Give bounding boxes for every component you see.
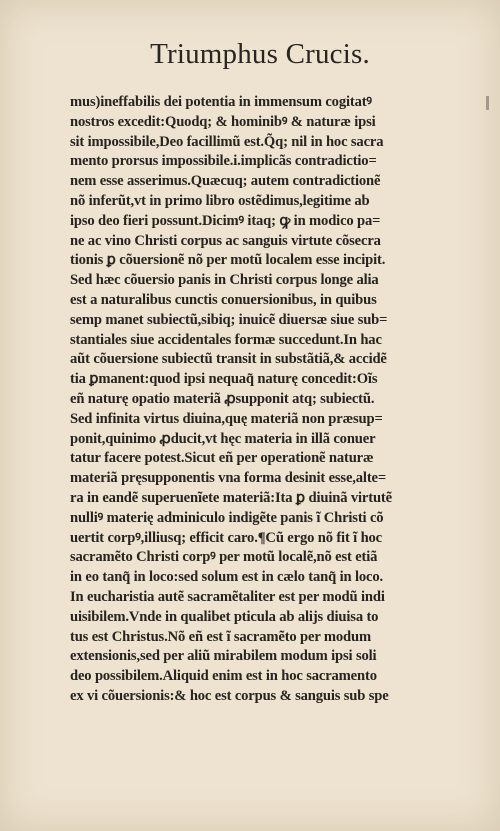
text-line: uertit corpꝰ,illiusq; efficit caro.¶Cũ ergo nõ fit ĩ hoc — [70, 529, 383, 546]
text-line: nem esse asserimus.Quæcuq; autem contradictionẽ — [70, 173, 381, 190]
text-line: tia ꝑmanent:quod ipsi nequaq̃ naturę concedit:Oĩs — [70, 371, 378, 388]
body-text — [70, 93, 485, 707]
text-line: sit impossibile,Deo facillimũ est.Q̃q; nil in hoc sacra — [70, 133, 384, 150]
text-line: extensionis,sed per aliũ mirabilem modum ipsi soli — [70, 648, 377, 665]
text-line: in eo tanq̃ in loco:sed solum est in cælo tanq̃ in loco. — [70, 569, 383, 586]
text-line: Sed infinita virtus diuina,quę materiã non præsup= — [70, 410, 383, 427]
text-line: ra in eandẽ superuenĩete materiã:Ita ꝑ diuinã virtutẽ — [70, 489, 392, 506]
text-line: uisibilem.Vnde in qualibet pticula ab alijs diuisa to — [70, 608, 379, 625]
text-line: tus est Christus.Nõ eñ est ĩ sacramẽto per modum — [70, 628, 372, 645]
text-line: nostros excedit:Quodq; & hominibꝰ & naturæ ipsi — [70, 113, 376, 130]
text-line: ponit,quinimo ꝓducit,vt hęc materia in illã conuer — [70, 430, 376, 447]
page-title — [0, 38, 500, 71]
text-line: semp manet subiectũ,sibiq; inuicẽ diuersæ siue sub= — [70, 311, 388, 328]
text-line: sacramẽto Christi corpꝰ per motũ localẽ,nõ est etiã — [70, 549, 378, 566]
text-line: tionis ꝑ cõuersionẽ nõ per motũ localem esse incipit. — [70, 252, 386, 269]
text-line: Sed hæc cõuersio panis in Christi corpus longe alia — [70, 272, 379, 289]
text-line: eñ naturę opatio materiã ꝓsupponit atq; subiectũ. — [70, 390, 375, 407]
text-line: ex vi cõuersionis:& hoc est corpus & sanguis sub spe — [70, 687, 389, 704]
text-line: stantiales siue accidentales formæ succedunt.In hac — [70, 331, 382, 348]
text-line: ne ac vino Christi corpus ac sanguis virtute cõsecra — [70, 232, 381, 249]
text-line: nõ inferũt,vt in primo libro ostẽdimus,legitime ab — [70, 192, 370, 209]
text-line: ipso deo fieri possunt.Dicimꝰ itaq; ꝙ in modico pa= — [70, 212, 381, 229]
text-line: In eucharistia autẽ sacramẽtaliter est per modũ indi — [70, 588, 385, 605]
text-line: materiã pręsupponentis vna forma desinit esse,alte= — [70, 470, 387, 487]
text-line: deo possibilem.Aliquid enim est in hoc sacramento — [70, 668, 377, 685]
text-line: mus)ineffabilis dei potentia in immensum cogitatꝰ — [70, 94, 372, 110]
text-line: tatur facere potest.Sicut eñ per operationẽ naturæ — [70, 450, 374, 467]
text-line: mento prorsus impossibile.i.implicãs contradictio= — [70, 153, 377, 170]
text-line: aũt cõuersione subiectũ transit in substãtiã,& accidẽ — [70, 351, 387, 368]
margin-mark — [486, 96, 489, 110]
page-title-text: Triumphus Crucis. — [150, 38, 370, 70]
text-line: est a naturalibus cunctis conuersionibus, in quibus — [70, 291, 377, 308]
text-line: nulliꝰ materię adminiculo indigẽte panis ĩ Christi cõ — [70, 509, 384, 526]
